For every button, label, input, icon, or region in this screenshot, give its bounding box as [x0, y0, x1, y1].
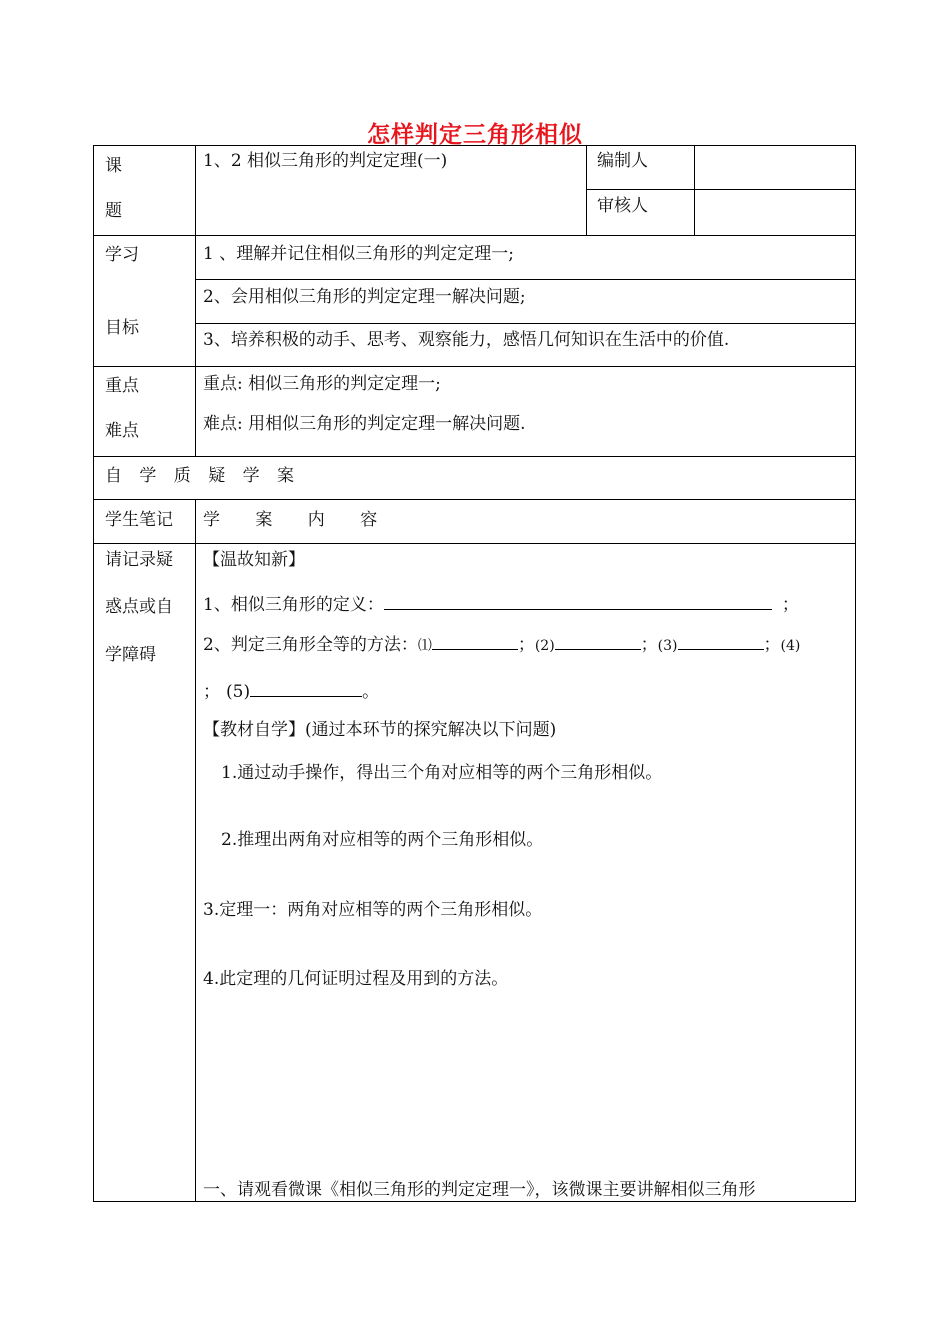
method-marker: (5) [226, 682, 251, 702]
punctuation: ； [781, 595, 799, 615]
reviewer-label: 审核人 [597, 196, 648, 216]
objectives-label: 学习 [105, 245, 139, 265]
answer-blank [678, 633, 764, 650]
column-divider [586, 145, 587, 235]
column-divider [195, 145, 196, 456]
editor-label: 编制人 [597, 151, 648, 171]
topic-text: 1、2 相似三角形的判定定理(一) [203, 151, 448, 171]
row-divider [93, 499, 856, 500]
notes-sidebar-line: 请记录疑 [105, 550, 173, 570]
row-divider [195, 323, 856, 324]
micro-lesson-text: 一、请观看微课《相似三角形的判定定理一》，该微课主要讲解相似三角形 [203, 1180, 756, 1200]
method-marker: (4) [780, 638, 801, 654]
method-marker: (2) [534, 638, 555, 654]
notes-sidebar-line: 学障碍 [105, 645, 156, 665]
key-points-label: 难点 [105, 421, 139, 441]
punctuation: ； [763, 635, 781, 655]
question-text: 1、相似三角形的定义： [203, 595, 384, 615]
page-title: 怎样判定三角形相似 [367, 122, 583, 148]
row-divider [93, 366, 856, 367]
answer-blank [555, 633, 641, 650]
method-marker: ⑴ [417, 638, 432, 654]
topic-label: 课 [105, 156, 122, 176]
row-divider [93, 456, 856, 457]
row-divider [586, 189, 856, 190]
review-question-1 [203, 593, 799, 615]
review-question-2-continued [203, 680, 379, 702]
punctuation: ； [517, 635, 535, 655]
section-heading: 自 学 质 疑 学 案 [105, 466, 295, 486]
key-points-label: 重点 [105, 376, 139, 396]
notes-column-header: 学生笔记 [105, 510, 173, 530]
method-marker: (3) [657, 638, 678, 654]
punctuation: ； [640, 635, 658, 655]
topic-label: 题 [105, 201, 122, 221]
punctuation: 。 [362, 682, 380, 702]
question-text: 2、判定三角形全等的方法： [203, 635, 418, 655]
objectives-label: 目标 [105, 318, 139, 338]
difficulty-text: 难点: 用相似三角形的判定定理一解决问题. [203, 414, 526, 434]
punctuation: ； [203, 682, 220, 702]
column-divider [694, 145, 695, 235]
row-divider [93, 543, 856, 544]
column-divider [195, 499, 196, 1202]
answer-blank [384, 593, 772, 610]
objective-item: 1 、理解并记住相似三角形的判定定理一; [203, 244, 514, 264]
row-divider [93, 235, 856, 236]
content-column-header: 学 案 内 容 [203, 510, 378, 530]
textbook-item: 4.此定理的几何证明过程及用到的方法。 [203, 969, 509, 989]
textbook-item: 2.推理出两角对应相等的两个三角形相似。 [221, 830, 544, 850]
textbook-heading: 【教材自学】(通过本环节的探究解决以下问题) [203, 720, 557, 740]
textbook-item: 1.通过动手操作，得出三个角对应相等的两个三角形相似。 [221, 763, 663, 783]
textbook-item: 3.定理一：两角对应相等的两个三角形相似。 [203, 900, 543, 920]
notes-sidebar-line: 惑点或自 [105, 597, 173, 617]
answer-blank [250, 680, 362, 697]
row-divider [195, 279, 856, 280]
objective-item: 3、培养积极的动手、思考、观察能力，感悟几何知识在生活中的价值. [203, 330, 730, 350]
focus-text: 重点: 相似三角形的判定定理一; [203, 374, 441, 394]
review-question-2 [203, 633, 800, 656]
review-heading: 【温故知新】 [203, 550, 305, 570]
objective-item: 2、会用相似三角形的判定定理一解决问题; [203, 287, 526, 307]
answer-blank [432, 633, 518, 650]
